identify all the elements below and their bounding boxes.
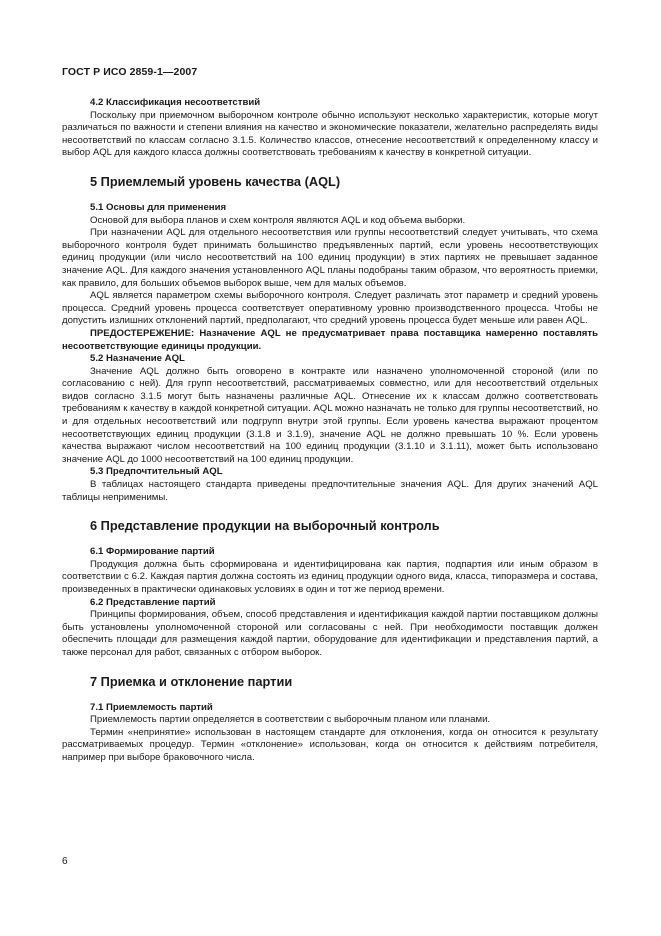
page-number: 6 [62,856,68,867]
section-heading: 7 Приемка и отклонение партии [90,673,293,689]
warning-paragraph: ПРЕДОСТЕРЕЖЕНИЕ: Назначение AQL не предусматривает права поставщика намеренно поставлять несоответствующие единицы продукции. [62,327,598,352]
paragraph: Поскольку при приемочном выборочном контроле обычно используют несколько характеристик, которые могут различаться по важности и степени влияния на качество и экономические показатели, желательно распределять виды несоответствий по классам согласно 3.1.5. Количество классов, отнесение несоответствий к определенному классу и выбор AQL для каждого класса должны соответствовать требованиям к качеству в конкретной ситуации. [62,109,598,159]
paragraph: Продукция должна быть сформирована и идентифицирована как партия, подпартия или иным образом в соответствии с 6.2. Каждая партия должна состоять из единиц продукции одного вида, класса, типоразмера и состава, произведенных в практически одинаковых условиях в один и тот же период времени. [62,558,598,595]
subsection-heading: 7.1 Приемлемость партий [90,701,213,713]
subsection-heading: 5.3 Предпочтительный AQL [90,466,223,478]
paragraph: Приемлемость партии определяется в соответствии с выборочным планом или планами. [90,714,491,726]
subsection-heading: 5.2 Назначение AQL [90,353,185,365]
subsection-heading: 6.1 Формирование партий [90,546,215,558]
section-heading: 6 Представление продукции на выборочный контроль [90,518,440,534]
paragraph: При назначении AQL для отдельного несоответствия или группы несоответствий следует учитывать, что схема выборочного контроля будет принимать большинство предъявленных партий, если уровень несоответствующих единиц продукции (или число несоответствий на 100 единиц продукции) в этих партиях не превышает заданное значение AQL. Для каждого значения установленного AQL планы подобраны таким образом, что вероятность приемки, как правило, для больших объемов выборок выше, чем для малых объемов. [62,227,598,289]
paragraph: Значение AQL должно быть оговорено в контракте или назначено уполномоченной стороной (или по согласованию с ней). Для групп несоответствий, рассматриваемых совместно, или для несоответствий отдельных видов согласно 3.1.5 могут быть назначены различные AQL. Отнесение их к классам должно соответствовать требованиям к качеству в каждой конкретной ситуации. AQL можно назначать не только для группы несоответствий, но и для отдельных несоответствий или подгрупп внутри этой группы. Если уровень качества выражают процентом несоответствующих единиц продукции (3.1.8 и 3.1.9), значение AQL не должно превышать 10 %. Если уровень качества выражают числом несоответствий на 100 единиц продукции (3.1.10 и 3.1.11), может быть использовано значение AQL до 1000 несоответствий на 100 единиц продукции. [62,365,598,465]
document-body [62,97,598,765]
paragraph: Термин «непринятие» использован в настоящем стандарте для отклонения, когда он относится к результату рассматриваемых процедур. Термин «отклонение» использован, когда он относится к действиям потребителя, например при выборе браковочного числа. [62,726,598,763]
subsection-heading: 5.1 Основы для применения [90,201,227,213]
paragraph: AQL является параметром схемы выборочного контроля. Следует различать этот параметр и средний уровень процесса. Средний уровень процесса соответствует оперативному уровню производственного процесса. Чтобы не допустить излишних отклонений партий, предполагают, что средний уровень процесса будет меньше или равен AQL. [62,290,598,327]
subsection-heading: 6.2 Представление партий [90,596,216,608]
paragraph: В таблицах настоящего стандарта приведены предпочтительные значения AQL. Для других значений AQL таблицы неприменимы. [62,479,598,503]
paragraph: Принципы формирования, объем, способ представления и идентификация каждой партии поставщиком должны быть установлены уполномоченной стороной или согласованы с ней. При необходимости поставщик должен обеспечить площади для размещения каждой партии, оборудование для идентификации и представления партий, а также персонал для работ, связанных с отбором выборок. [62,609,598,658]
standard-header: ГОСТ Р ИСО 2859-1—2007 [62,66,198,78]
subsection-heading: 4.2 Классификация несоответствий [90,97,261,108]
paragraph: Основой для выбора планов и схем контроля являются AQL и код объема выборки. [90,214,466,226]
section-heading: 5 Приемлемый уровень качества (AQL) [90,173,341,189]
